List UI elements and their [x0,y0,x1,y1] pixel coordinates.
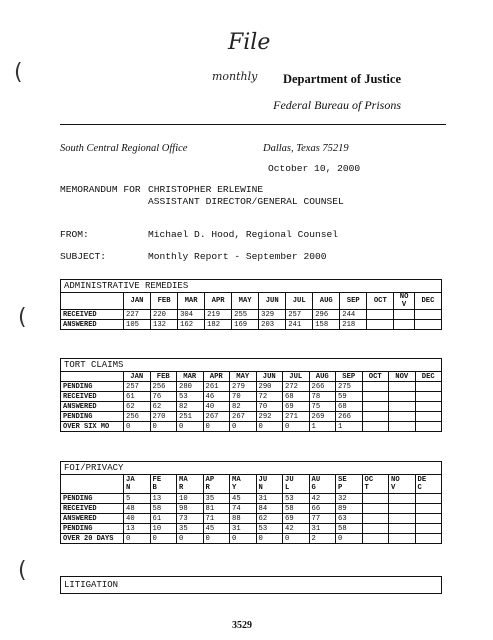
month-header: AUG [313,293,340,310]
table-cell [362,422,389,432]
table-cell [415,402,442,412]
row-label: ANSWERED [61,402,124,412]
table-cell [389,504,416,514]
memo-subject-value: Monthly Report - September 2000 [148,251,327,262]
table-cell: 45 [230,494,257,504]
table-cell: 270 [150,412,177,422]
table-cell: 53 [256,524,283,534]
table-cell [415,422,442,432]
table-cell [394,310,415,320]
table-cell: 244 [340,310,367,320]
office-city: Dallas, Texas 75219 [263,143,349,154]
table-cell: 71 [203,514,230,524]
table-cell: 292 [256,412,283,422]
table-cell: 32 [336,494,363,504]
table-cell: 63 [336,514,363,524]
table-row [61,310,442,320]
table-cell [415,504,442,514]
table-cell: 70 [230,392,257,402]
table-cell: 1 [336,422,363,432]
table-cell: 59 [336,392,363,402]
table-cell [415,514,442,524]
table-cell: 105 [124,320,151,330]
month-header: JAN [124,372,151,382]
table-row [61,422,442,432]
month-header: SEP [340,293,367,310]
table-cell: 53 [283,494,310,504]
corner-cell [61,475,124,494]
month-header: NOV [389,372,416,382]
month-header: MAR [178,293,205,310]
month-header: SE P [336,475,363,494]
table-cell [362,514,389,524]
table-cell [362,392,389,402]
table-cell: 0 [150,534,177,544]
month-header: AU G [309,475,336,494]
table-cell: 261 [203,382,230,392]
table-cell: 98 [177,504,204,514]
month-header: JUL [283,372,310,382]
month-header: MAY [232,293,259,310]
table-cell [415,524,442,534]
table-cell: 280 [177,382,204,392]
table-cell: 0 [177,422,204,432]
table-cell: 0 [124,422,151,432]
table-cell [414,320,441,330]
table-row [61,514,442,524]
row-label: PENDING [61,382,124,392]
table-cell [389,514,416,524]
row-label: PENDING [61,494,124,504]
table-row [61,524,442,534]
row-label: RECEIVED [61,310,124,320]
table-cell: 77 [309,514,336,524]
row-label: RECEIVED [61,392,124,402]
table-cell [414,310,441,320]
table-cell [362,412,389,422]
tort-claims-title: TORT CLAIMS [60,358,442,371]
month-header: SEP [336,372,363,382]
header-row [61,293,442,310]
table-row [61,382,442,392]
table-cell: 46 [203,392,230,402]
table-cell: 218 [340,320,367,330]
month-header: JUN [259,293,286,310]
table-cell: 269 [309,412,336,422]
month-header: JA N [124,475,151,494]
table-cell [415,412,442,422]
month-header: MA Y [230,475,257,494]
table-cell: 58 [283,504,310,514]
table-cell: 0 [177,534,204,544]
table-cell: 82 [230,402,257,412]
header-row [61,475,442,494]
office-name: South Central Regional Office [60,143,188,154]
table-cell: 58 [336,524,363,534]
admin-remedies-title: ADMINISTRATIVE REMEDIES [60,279,442,292]
month-header: JU N [256,475,283,494]
table-cell: 42 [283,524,310,534]
table-cell: 275 [336,382,363,392]
table-cell: 62 [256,514,283,524]
table-cell: 13 [150,494,177,504]
table-cell: 75 [309,402,336,412]
table-cell: 10 [150,524,177,534]
table-cell: 257 [124,382,151,392]
margin-mark: ( [14,60,23,85]
memo-subject-label: SUBJECT: [60,251,107,262]
month-header: FE B [150,475,177,494]
margin-mark: ( [18,558,27,583]
corner-cell [61,293,124,310]
row-label: ANSWERED [61,514,124,524]
table-row [61,402,442,412]
tort-claims-table [60,371,442,432]
table-cell [389,524,416,534]
table-cell: 62 [124,402,151,412]
table-cell [362,524,389,534]
row-label: RECEIVED [61,504,124,514]
table-cell: 81 [203,504,230,514]
table-cell [362,494,389,504]
table-cell: 2 [309,534,336,544]
table-cell: 279 [230,382,257,392]
month-header: JUL [286,293,313,310]
table-cell: 255 [232,310,259,320]
table-cell: 76 [150,392,177,402]
table-cell: 290 [256,382,283,392]
row-label: PENDING [61,524,124,534]
table-cell: 304 [178,310,205,320]
table-cell [389,382,416,392]
table-cell: 0 [230,422,257,432]
table-cell: 0 [150,422,177,432]
table-cell: 10 [177,494,204,504]
month-header: OCT [367,293,394,310]
table-row [61,412,442,422]
foi-privacy-title: FOI/PRIVACY [60,461,442,474]
table-cell: 70 [256,402,283,412]
memo-for-title: ASSISTANT DIRECTOR/GENERAL COUNSEL [148,196,344,207]
month-header: OCT [362,372,389,382]
memo-for-name: CHRISTOPHER ERLEWINE [148,184,264,195]
table-cell [362,504,389,514]
table-cell: 58 [150,504,177,514]
month-header: OC T [362,475,389,494]
table-cell: 0 [124,534,151,544]
month-header: JAN [124,293,151,310]
table-cell [362,402,389,412]
table-cell: 256 [150,382,177,392]
table-cell: 69 [283,402,310,412]
table-cell: 219 [205,310,232,320]
table-cell: 1 [309,422,336,432]
table-cell [389,412,416,422]
month-header: FEB [151,293,178,310]
table-cell: 296 [313,310,340,320]
month-header: AUG [309,372,336,382]
table-cell [389,392,416,402]
table-cell: 267 [230,412,257,422]
table-cell: 220 [151,310,178,320]
margin-mark: ( [18,305,27,330]
month-header: NO V [394,293,415,310]
table-row [61,392,442,402]
table-cell: 78 [309,392,336,402]
memo-from-label: FROM: [60,229,89,240]
memo-from-value: Michael D. Hood, Regional Counsel [148,229,338,240]
row-label: PENDING [61,412,124,422]
table-cell: 266 [336,412,363,422]
month-header: DEC [414,293,441,310]
table-cell: 272 [283,382,310,392]
month-header: DEC [415,372,442,382]
bureau-heading: Federal Bureau of Prisons [273,98,401,112]
month-header: APR [203,372,230,382]
table-cell: 182 [205,320,232,330]
handwritten-file-note: File [228,30,271,55]
table-cell [389,534,416,544]
page-number: 3529 [232,620,252,631]
corner-cell [61,372,124,382]
row-label: OVER SIX MO [61,422,124,432]
table-row [61,534,442,544]
table-cell: 0 [336,534,363,544]
table-cell: 0 [230,534,257,544]
month-header: DE C [415,475,442,494]
table-cell: 61 [124,392,151,402]
month-header: MA R [177,475,204,494]
table-cell: 227 [124,310,151,320]
table-cell: 74 [230,504,257,514]
table-cell: 256 [124,412,151,422]
month-header: AP R [203,475,230,494]
table-cell: 31 [230,524,257,534]
month-header: JUN [256,372,283,382]
table-cell: 0 [203,534,230,544]
table-row [61,320,442,330]
table-cell [389,494,416,504]
row-label: OVER 20 DAYS [61,534,124,544]
month-header: NO V [389,475,416,494]
month-header: MAR [177,372,204,382]
admin-remedies-table [60,292,442,330]
table-cell: 5 [124,494,151,504]
table-cell: 271 [283,412,310,422]
table-cell: 68 [283,392,310,402]
table-cell: 257 [286,310,313,320]
table-cell: 69 [283,514,310,524]
table-row [61,504,442,514]
table-cell: 329 [259,310,286,320]
department-heading: Department of Justice [282,72,401,86]
table-cell: 0 [203,422,230,432]
table-cell [394,320,415,330]
table-cell: 0 [256,422,283,432]
header-rule [60,124,446,125]
table-cell [362,382,389,392]
table-cell: 0 [256,534,283,544]
table-cell: 0 [283,422,310,432]
table-cell [415,392,442,402]
table-cell [367,320,394,330]
table-cell: 13 [124,524,151,534]
table-cell: 40 [124,514,151,524]
table-cell: 31 [256,494,283,504]
header-row [61,372,442,382]
table-cell [362,534,389,544]
table-cell: 241 [286,320,313,330]
table-cell: 82 [177,402,204,412]
table-cell: 73 [177,514,204,524]
memo-date: October 10, 2000 [268,163,361,174]
handwritten-monthly-note: monthly [212,70,258,83]
memo-for-label: MEMORANDUM FOR [60,184,141,195]
table-cell: 203 [259,320,286,330]
table-cell: 84 [256,504,283,514]
table-cell: 266 [309,382,336,392]
table-cell: 66 [309,504,336,514]
table-cell [367,310,394,320]
table-cell: 68 [336,402,363,412]
table-cell: 267 [203,412,230,422]
table-cell: 62 [150,402,177,412]
litigation-title: LITIGATION [60,576,442,594]
table-cell [389,402,416,412]
table-cell: 31 [309,524,336,534]
table-cell: 48 [124,504,151,514]
table-cell: 72 [256,392,283,402]
table-cell [415,494,442,504]
table-cell: 40 [203,402,230,412]
table-cell: 88 [230,514,257,524]
foi-privacy-table [60,474,442,544]
table-cell: 162 [178,320,205,330]
table-cell: 0 [283,534,310,544]
table-cell: 158 [313,320,340,330]
table-cell: 251 [177,412,204,422]
table-cell: 132 [151,320,178,330]
table-cell: 35 [177,524,204,534]
table-cell [415,382,442,392]
table-cell: 42 [309,494,336,504]
table-row [61,494,442,504]
table-cell [415,534,442,544]
table-cell: 45 [203,524,230,534]
row-label: ANSWERED [61,320,124,330]
table-cell: 53 [177,392,204,402]
month-header: APR [205,293,232,310]
month-header: FEB [150,372,177,382]
table-cell: 89 [336,504,363,514]
table-cell: 35 [203,494,230,504]
table-cell: 169 [232,320,259,330]
month-header: MAY [230,372,257,382]
table-cell: 61 [150,514,177,524]
table-cell [389,422,416,432]
month-header: JU L [283,475,310,494]
